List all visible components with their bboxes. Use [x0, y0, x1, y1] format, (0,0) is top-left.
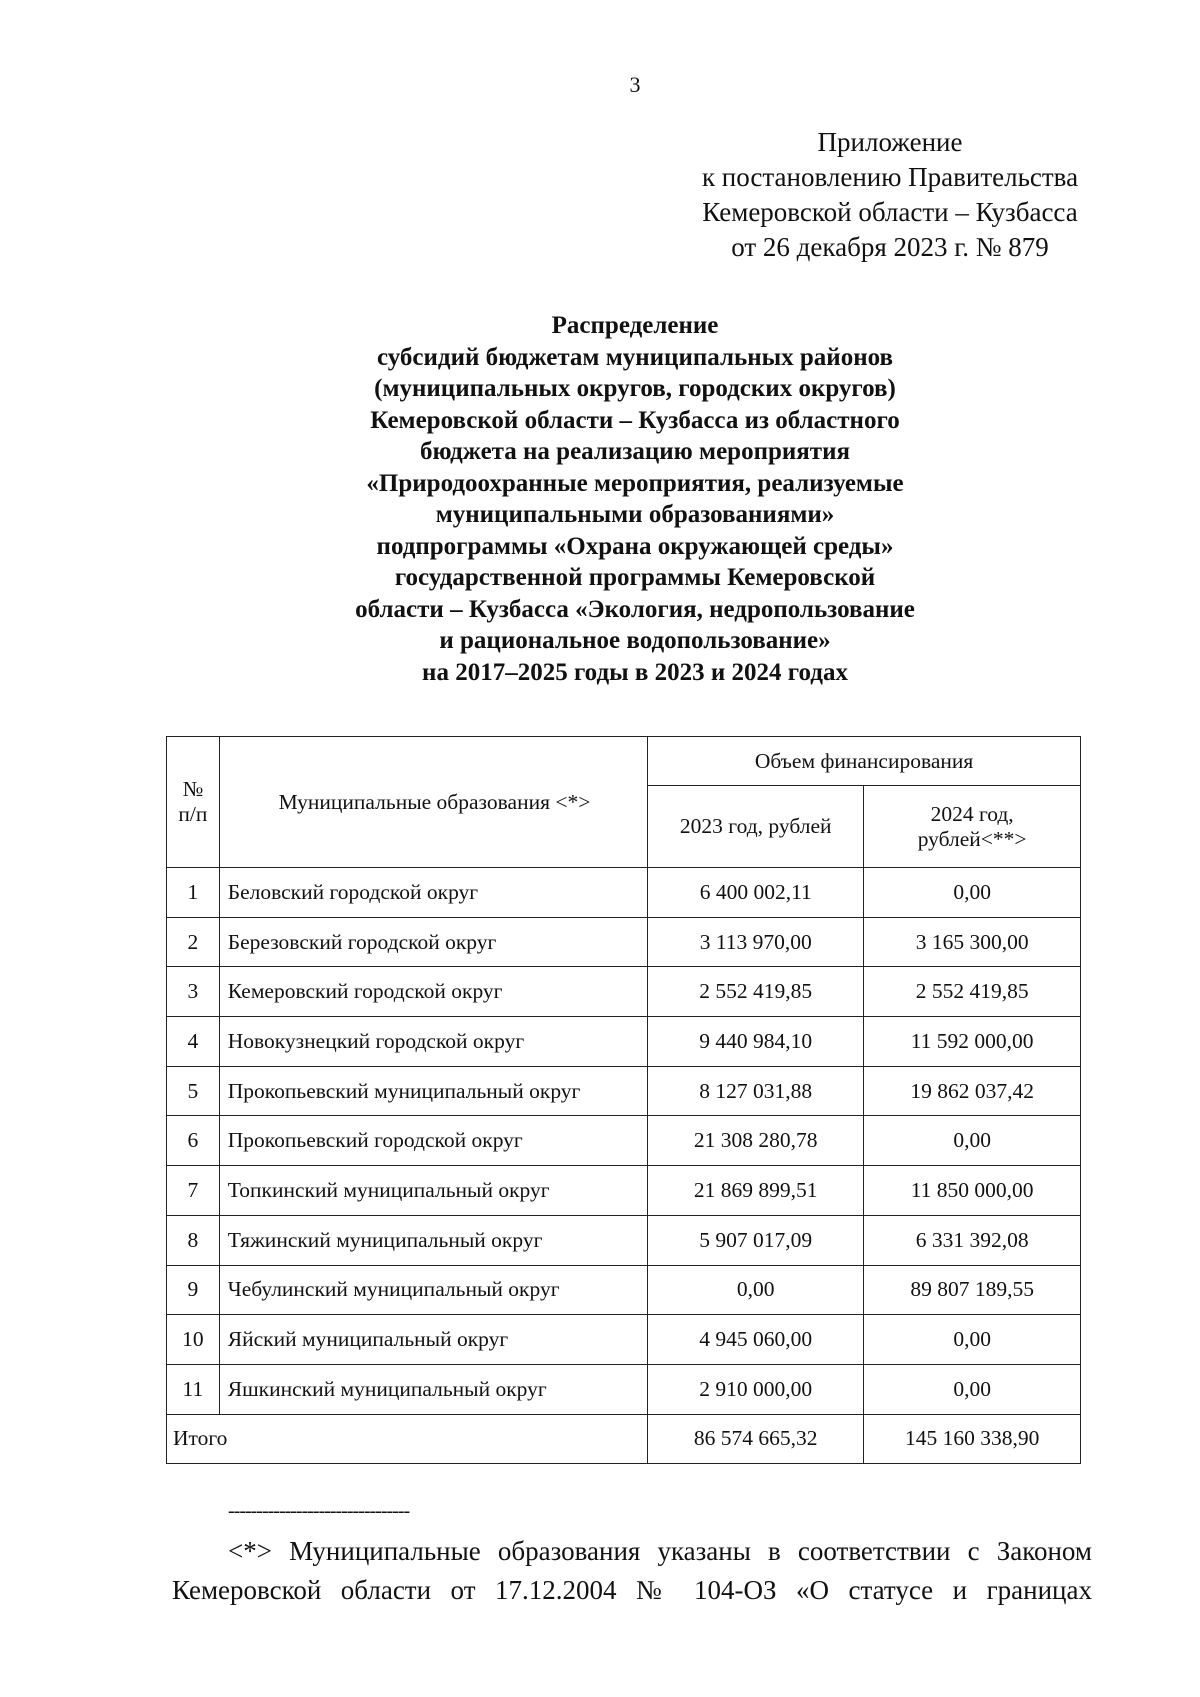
cell-num: 9 [167, 1265, 220, 1315]
header-num-line2: п/п [178, 802, 208, 826]
table-row [167, 967, 1081, 1017]
cell-2023: 2 910 000,00 [648, 1364, 864, 1414]
cell-num: 7 [167, 1166, 220, 1216]
table-row [167, 1265, 1081, 1315]
title-line: (муниципальных округов, городских округов) [374, 375, 896, 402]
cell-name: Яйский муниципальный округ [219, 1315, 647, 1365]
document-title [160, 310, 1110, 688]
cell-2023: 5 907 017,09 [648, 1215, 864, 1265]
header-municipality: Муниципальные образования <*> [219, 737, 647, 868]
cell-2023: 2 552 419,85 [648, 967, 864, 1017]
table-row [167, 1364, 1081, 1414]
cell-num: 5 [167, 1066, 220, 1116]
cell-name: Новокузнецкий городской округ [219, 1017, 647, 1067]
table-header-row [167, 737, 1081, 786]
cell-2024: 6 331 392,08 [864, 1215, 1081, 1265]
title-line: субсидий бюджетам муниципальных районов [376, 343, 893, 371]
title-line: Распределение [551, 312, 719, 339]
table-row [167, 917, 1081, 967]
appendix-line: к постановлению Правительства [701, 162, 1079, 192]
cell-name: Кемеровский городской округ [219, 967, 647, 1017]
appendix-line: от 26 декабря 2023 г. № 879 [731, 232, 1049, 262]
cell-num: 1 [167, 868, 220, 918]
cell-2023: 3 113 970,00 [648, 917, 864, 967]
total-2023: 86 574 665,32 [648, 1414, 864, 1464]
cell-2024: 0,00 [864, 1364, 1081, 1414]
footnote-line: Кемеровской области от 17.12.2004 № 104-ОЗ «О статусе и границах [172, 1575, 1092, 1605]
page-number: 3 [629, 72, 641, 97]
header-funding: Объем финансирования [648, 737, 1081, 786]
cell-name: Прокопьевский муниципальный округ [219, 1066, 647, 1116]
table-row [167, 1017, 1081, 1067]
title-line: на 2017–2025 годы в 2023 и 2024 годах [422, 658, 848, 686]
footnote-separator: -------------------------------- [228, 1500, 410, 1522]
cell-2023: 9 440 984,10 [648, 1017, 864, 1067]
table-row [167, 1066, 1081, 1116]
cell-name: Березовский городской округ [219, 917, 647, 967]
cell-2023: 6 400 002,11 [648, 868, 864, 918]
cell-2023: 4 945 060,00 [648, 1315, 864, 1365]
cell-name: Чебулинский муниципальный округ [219, 1265, 647, 1315]
cell-2023: 21 308 280,78 [648, 1116, 864, 1166]
footnote [172, 1532, 1092, 1610]
title-line: бюджета на реализацию мероприятия [419, 438, 851, 465]
cell-name: Яшкинский муниципальный округ [219, 1364, 647, 1414]
cell-2024: 0,00 [864, 1116, 1081, 1166]
cell-2023: 8 127 031,88 [648, 1066, 864, 1116]
cell-name: Тяжинский муниципальный округ [219, 1215, 647, 1265]
table-row [167, 1166, 1081, 1216]
title-line: Кемеровской области – Кузбасса из областного [370, 406, 900, 434]
header-num-line1: № [182, 777, 204, 801]
cell-2024: 11 592 000,00 [864, 1017, 1081, 1067]
table-row [167, 1215, 1081, 1265]
cell-num: 8 [167, 1215, 220, 1265]
cell-name: Прокопьевский городской округ [219, 1116, 647, 1166]
header-num [167, 737, 220, 868]
cell-2024: 2 552 419,85 [864, 967, 1081, 1017]
cell-num: 10 [167, 1315, 220, 1365]
cell-2023: 21 869 899,51 [648, 1166, 864, 1216]
table-row [167, 1116, 1081, 1166]
funding-table [166, 736, 1081, 1464]
cell-2023: 0,00 [648, 1265, 864, 1315]
cell-2024: 11 850 000,00 [864, 1166, 1081, 1216]
title-line: «Природоохранные мероприятия, реализуемые [366, 469, 904, 497]
cell-name: Топкинский муниципальный округ [219, 1166, 647, 1216]
appendix-line: Кемеровской области – Кузбасса [702, 197, 1078, 227]
title-line: области – Кузбасса «Экология, недропользование [355, 595, 915, 623]
cell-num: 4 [167, 1017, 220, 1067]
header-2024-line1: 2024 год, [930, 801, 1014, 826]
title-line: подпрограммы «Охрана окружающей среды» [376, 532, 894, 560]
table-row [167, 868, 1081, 918]
total-label: Итого [167, 1414, 648, 1464]
appendix-line: Приложение [817, 127, 963, 157]
header-2023: 2023 год, рублей [648, 786, 864, 868]
cell-2024: 0,00 [864, 868, 1081, 918]
header-2024-line2: рублей<**> [917, 826, 1027, 851]
footnote-line: <*> Муниципальные образования указаны в соответствии с Законом [228, 1536, 1092, 1566]
cell-num: 6 [167, 1116, 220, 1166]
title-line: государственной программы Кемеровской [394, 564, 876, 591]
title-line: муниципальными образованиями» [435, 501, 835, 528]
cell-2024: 89 807 189,55 [864, 1265, 1081, 1315]
title-line: и рациональное водопользование» [439, 627, 831, 654]
cell-name: Беловский городской округ [219, 868, 647, 918]
table-total-row [167, 1414, 1081, 1464]
table-row [167, 1315, 1081, 1365]
cell-2024: 0,00 [864, 1315, 1081, 1365]
cell-num: 2 [167, 917, 220, 967]
cell-2024: 19 862 037,42 [864, 1066, 1081, 1116]
appendix-block [640, 125, 1140, 265]
cell-num: 3 [167, 967, 220, 1017]
total-2024: 145 160 338,90 [864, 1414, 1081, 1464]
cell-2024: 3 165 300,00 [864, 917, 1081, 967]
cell-num: 11 [167, 1364, 220, 1414]
header-2024 [864, 786, 1081, 868]
